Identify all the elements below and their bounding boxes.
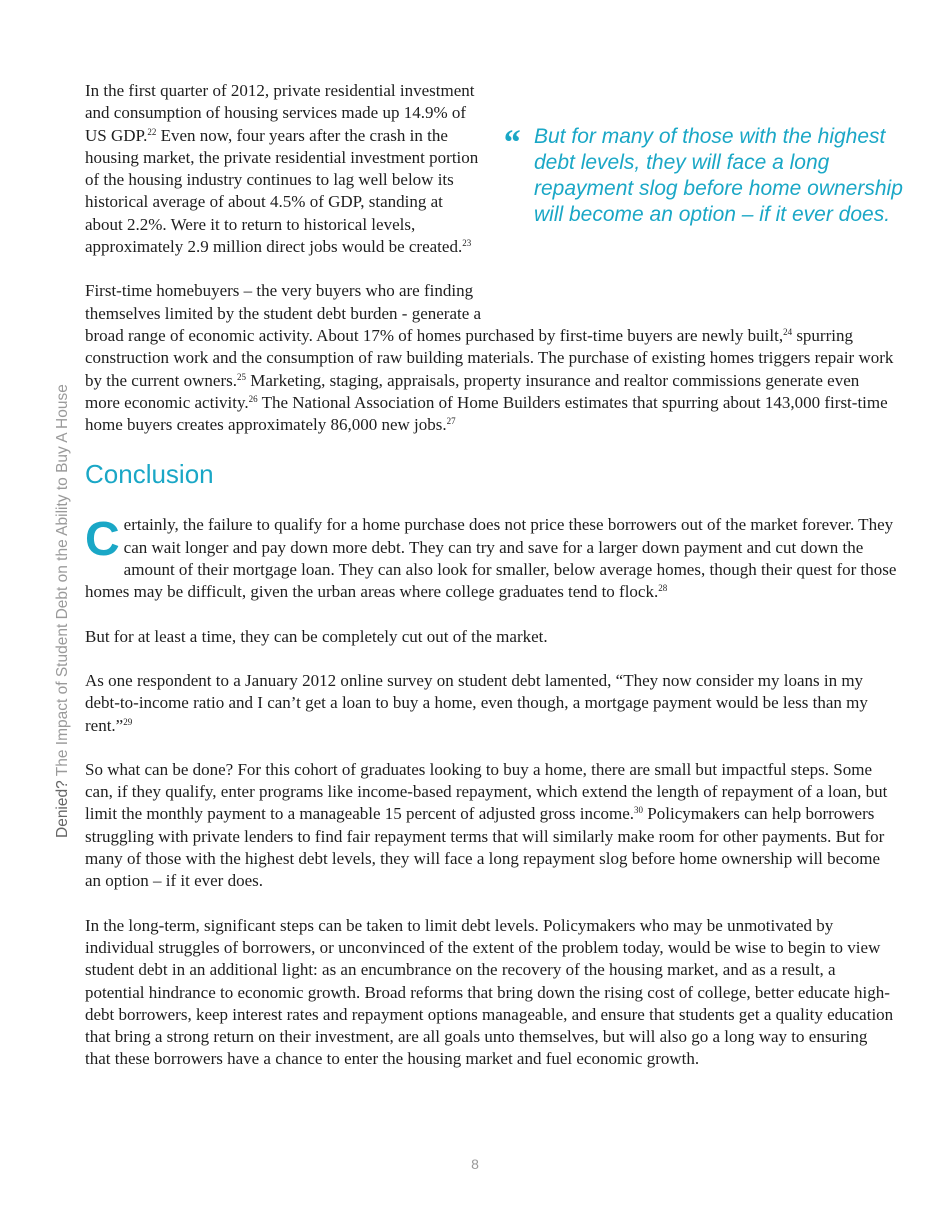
footnote-ref: 28 <box>658 583 668 594</box>
text-run: Policymakers can help borrowers struggling with private lenders to find fair repayment terms that will similarly make room for other payments. But for many of those with the highest debt levels, they will face a long repayment slog before home ownership will become an option – if it ever does. <box>85 804 885 891</box>
footnote-ref: 22 <box>147 126 157 137</box>
paragraph-respondent-quote <box>85 670 897 737</box>
text-run: The National Association of Home Builders estimates that spurring about 143,000 first-time home buyers creates approximately 86,000 new jobs. <box>85 392 888 435</box>
footnote-ref: 30 <box>634 805 644 816</box>
footnote-ref: 26 <box>248 393 258 404</box>
text-run: In the first quarter of 2012, private residential investment and consumption of housing services made up 14.9% of US GDP. <box>85 81 475 145</box>
text-run: First-time homebuyers – the very buyers who are finding themselves limited by the student debt burden - generate a broad range of economic activity. About 17% of homes purchased by first-time buyers are newly built, <box>85 281 784 345</box>
article-body <box>85 80 903 1093</box>
footnote-ref: 29 <box>123 716 133 727</box>
footnote-ref: 27 <box>446 416 456 427</box>
paragraph-certainly <box>85 514 897 603</box>
text-run: So what can be done? For this cohort of graduates looking to buy a home, there are small but impactful steps. Some can, if they qualify, enter programs like income-based repayment, which extend the length of repayment of a loan, but limit the monthly payment to a manageable 15 percent of adjusted gross income. <box>85 759 888 824</box>
text-run: spurring construction work and the consumption of raw building materials. The purchase of existing homes triggers repair work by the current owners. <box>85 325 894 390</box>
pull-quote: But for many of those with the highest debt levels, they will face a long repayment slog before home ownership will become an option – if it ever does. <box>534 125 903 226</box>
running-title-sidebar <box>46 384 80 838</box>
footnote-ref: 24 <box>783 326 793 337</box>
section-heading-conclusion: Conclusion <box>85 459 214 490</box>
pull-quote-block <box>492 122 903 314</box>
page-number: 8 <box>471 1156 479 1172</box>
paragraph-cut-out: But for at least a time, they can be completely cut out of the market. <box>85 626 548 646</box>
text-run: ertainly, the failure to qualify for a home purchase does not price these borrowers out of the market forever. They can wait longer and pay down more debt. They can try and save for a larger down payment and cut down the amount of their mortgage loan. They can also look for smaller, below average homes, though their quest for those homes may be difficult, given the urban areas where college graduates tend to flock. <box>85 515 897 602</box>
drop-cap: C <box>85 513 120 567</box>
text-run: As one respondent to a January 2012 online survey on student debt lamented, “They now consider my loans in my debt-to-income ratio and I can’t get a loan to buy a home, even though, a mortgage payment would be less than my rent.” <box>85 670 868 735</box>
footnote-ref: 25 <box>237 371 247 382</box>
text-run: Marketing, staging, appraisals, property insurance and realtor commissions generate even more economic activity. <box>85 370 860 412</box>
running-title-lead: Denied? <box>54 780 71 838</box>
footnote-ref: 23 <box>462 238 472 249</box>
paragraph-long-term: In the long-term, significant steps can be taken to limit debt levels. Policymakers who may be unmotivated by individual struggles of borrowers, or unconvinced of the extent of the problem today, would be wise to begin to view student debt in an additional light: as an encumbrance on the recovery of the housing market, and as a result, a potential hindrance to economic growth. Broad reforms that bring down the rising cost of college, better educate high-debt borrowers, keep interest rates and repayment options manageable, and ensure that students get a quality education that bring a strong return on their investment, are all goals unto themselves, but will also go a long way to ensuring that these borrowers have a chance to enter the housing market and fuel economic growth. <box>85 915 894 1069</box>
text-run: Even now, four years after the crash in the housing market, the private residential investment portion of the housing industry continues to lag well below its historical average of about 4.5% of GDP, standing at about 2.2%. Were it to return to historical levels, approximately 2.9 million direct jobs would be created. <box>85 125 479 257</box>
running-title-rest: The Impact of Student Debt on the Ability to Buy A House <box>54 384 71 781</box>
quote-mark-icon: “ <box>502 122 520 162</box>
paragraph-what-can-be-done <box>85 759 897 893</box>
running-title <box>46 384 80 838</box>
